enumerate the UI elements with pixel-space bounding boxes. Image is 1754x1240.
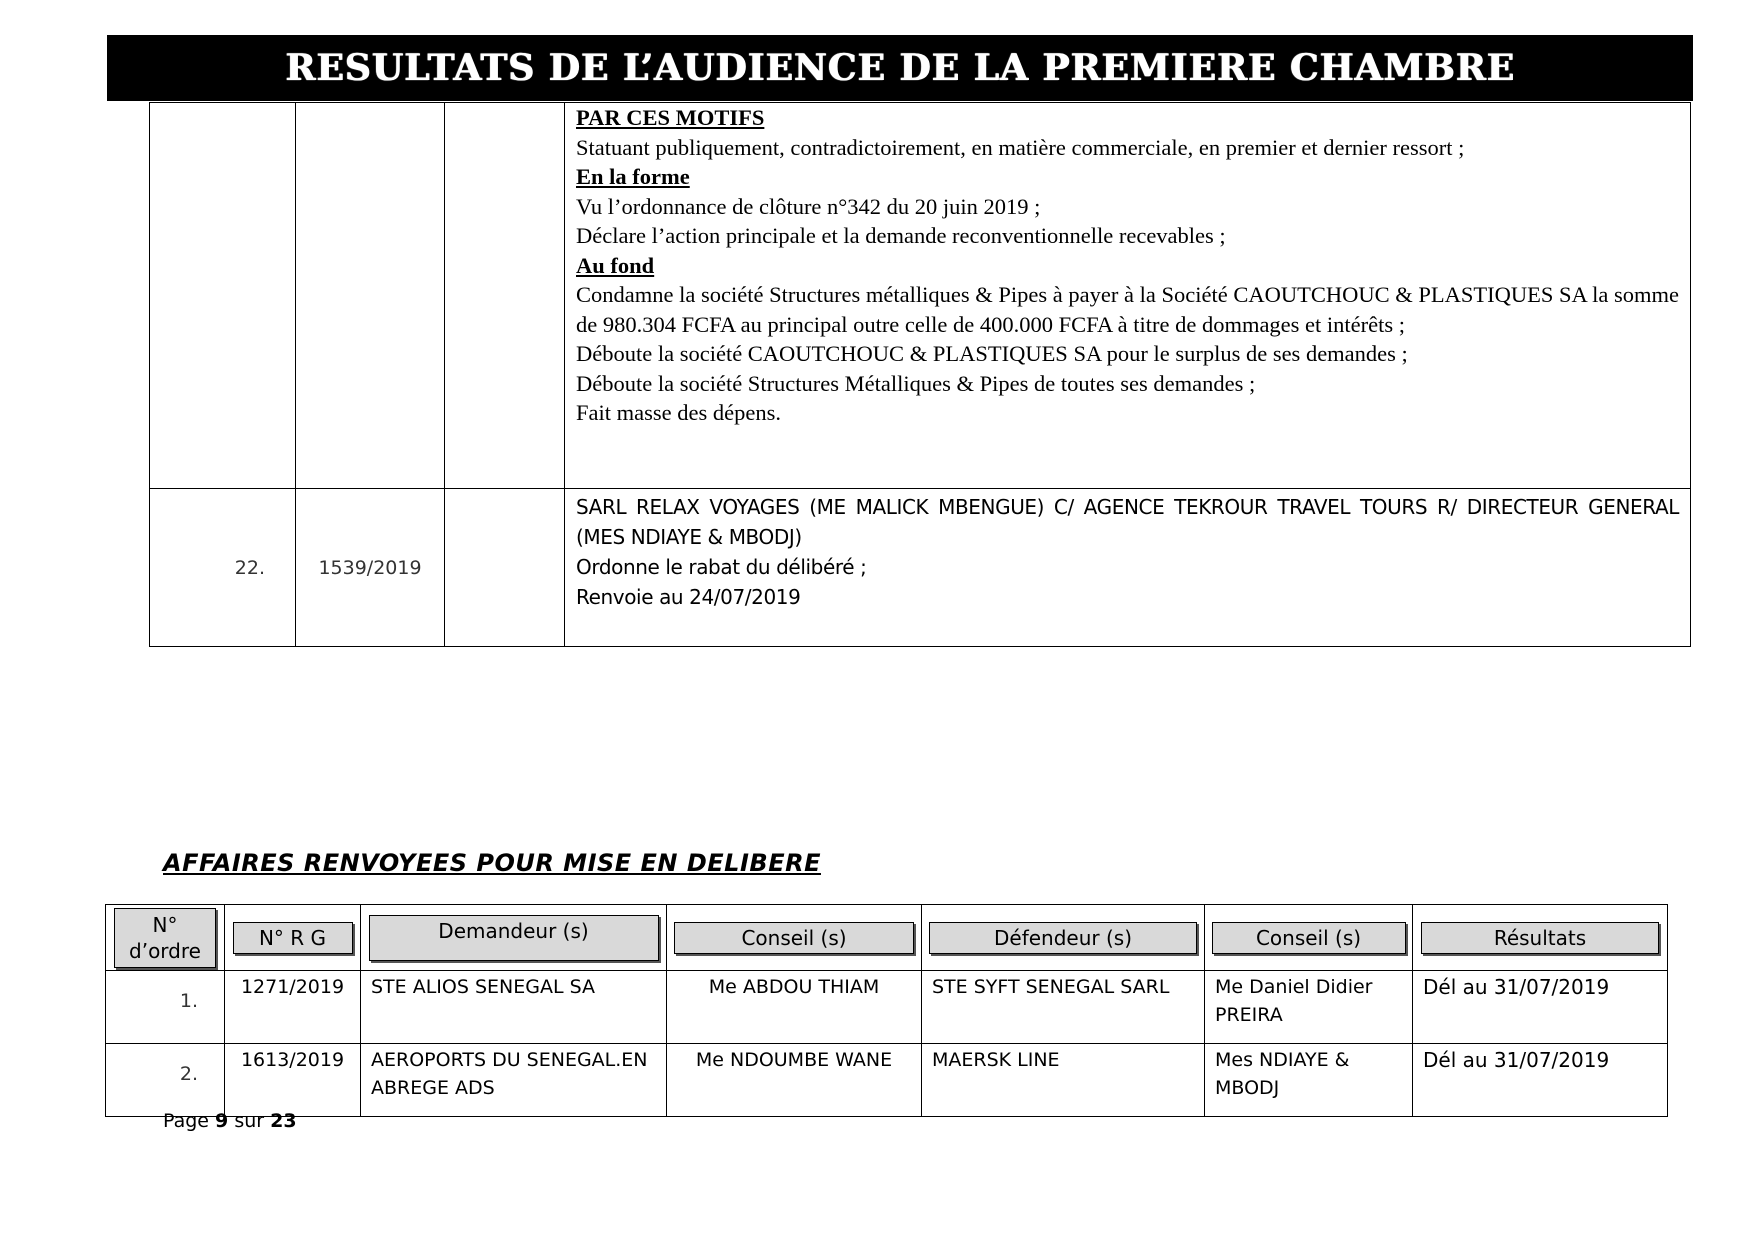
cell-resultat: Dél au 31/07/2019 bbox=[1413, 1044, 1668, 1117]
ruling-vu: Vu l’ordonnance de clôture n°342 du 20 juin 2019 ; bbox=[576, 193, 1041, 219]
page-number bbox=[163, 1110, 297, 1132]
header-defendeur-box bbox=[929, 922, 1197, 954]
header-demandeur-label: Demandeur (s) bbox=[438, 918, 589, 943]
header-resultats-label: Résultats bbox=[1493, 925, 1587, 950]
case-decision-2: Renvoie au 24/07/2019 bbox=[576, 585, 801, 609]
table-row bbox=[150, 489, 1691, 647]
cell-demandeur: AEROPORTS DU SENEGAL.EN ABREGE ADS bbox=[361, 1044, 667, 1117]
cell-conseil-2: Mes NDIAYE & MBODJ bbox=[1205, 1044, 1413, 1117]
page-middle: sur bbox=[234, 1110, 265, 1132]
case-decision-1: Ordonne le rabat du délibéré ; bbox=[576, 555, 867, 579]
heading-fond: Au fond bbox=[576, 252, 655, 278]
cell-resultat: Dél au 31/07/2019 bbox=[1413, 971, 1668, 1044]
case-parties: SARL RELAX VOYAGES (ME MALICK MBENGUE) C/ AGENCE TEKROUR TRAVEL TOURS R/ DIRECTEUR GENERAL (MES NDIAYE & MBODJ) bbox=[576, 495, 1679, 549]
header-conseil-2-label: Conseil (s) bbox=[1255, 925, 1362, 950]
heading-motifs: PAR CES MOTIFS bbox=[576, 105, 765, 130]
cell-rg: 1271/2019 bbox=[225, 971, 361, 1044]
table-row bbox=[106, 1044, 1668, 1117]
header-defendeur-label: Défendeur (s) bbox=[993, 925, 1132, 950]
order-cell bbox=[150, 103, 296, 489]
ruling-statuant: Statuant publiquement, contradictoirement, en matière commerciale, en premier et dernier ressort ; bbox=[576, 134, 1465, 160]
cell-rg: 1613/2019 bbox=[225, 1044, 361, 1117]
header-demandeur bbox=[361, 905, 667, 971]
header-ordre bbox=[106, 905, 225, 971]
header-defendeur bbox=[922, 905, 1205, 971]
header-resultats bbox=[1413, 905, 1668, 971]
deliberation-table bbox=[105, 904, 1668, 1117]
cell-defendeur: STE SYFT SENEGAL SARL bbox=[922, 971, 1205, 1044]
header-conseil-2-box bbox=[1212, 922, 1406, 954]
case-cell bbox=[565, 489, 1691, 647]
header-conseil-1-label: Conseil (s) bbox=[741, 925, 847, 950]
order-cell: 22. bbox=[150, 489, 296, 647]
heading-forme: En la forme bbox=[576, 164, 690, 189]
cell-conseil-1: Me NDOUMBE WANE bbox=[667, 1044, 922, 1117]
ruling-depens: Fait masse des dépens. bbox=[576, 400, 781, 425]
header-resultats-box bbox=[1421, 922, 1659, 954]
header-rg bbox=[225, 905, 361, 971]
page-prefix: Page bbox=[163, 1110, 209, 1132]
page-title-banner bbox=[107, 35, 1693, 101]
ruling-deboute-1: Déboute la société CAOUTCHOUC & PLASTIQUES SA pour le surplus de ses demandes ; bbox=[576, 341, 1408, 366]
header-conseil-1-box bbox=[674, 922, 914, 954]
table-row bbox=[106, 971, 1668, 1044]
cell-conseil-2: Me Daniel Didier PREIRA bbox=[1205, 971, 1413, 1044]
cell-ordre: 1. bbox=[106, 971, 225, 1044]
rg-cell bbox=[296, 103, 445, 489]
cell-defendeur: MAERSK LINE bbox=[922, 1044, 1205, 1117]
empty-cell bbox=[445, 489, 565, 647]
empty-cell bbox=[445, 103, 565, 489]
ruling-deboute-2: Déboute la société Structures Métalliques & Pipes de toutes ses demandes ; bbox=[576, 370, 1256, 396]
hearing-results-table bbox=[149, 102, 1691, 647]
header-ordre-box bbox=[114, 908, 216, 968]
header-conseil-2 bbox=[1205, 905, 1413, 971]
header-ordre-line1: N° bbox=[152, 912, 178, 937]
page-title: RESULTATS DE L’AUDIENCE DE LA PREMIERE CHAMBRE bbox=[285, 47, 1515, 89]
header-row bbox=[106, 905, 1668, 971]
section-title: AFFAIRES RENVOYEES POUR MISE EN DELIBERE bbox=[163, 849, 821, 877]
page-current: 9 bbox=[215, 1110, 229, 1132]
cell-demandeur: STE ALIOS SENEGAL SA bbox=[361, 971, 667, 1044]
rg-cell: 1539/2019 bbox=[296, 489, 445, 647]
ruling-cell bbox=[565, 103, 1691, 489]
header-demandeur-box bbox=[369, 915, 659, 961]
table-row bbox=[150, 103, 1691, 489]
header-rg-label: N° R G bbox=[258, 925, 327, 950]
cell-conseil-1: Me ABDOU THIAM bbox=[667, 971, 922, 1044]
header-ordre-line2: d’ordre bbox=[129, 938, 201, 963]
ruling-declare: Déclare l’action principale et la demande reconventionnelle recevables ; bbox=[576, 223, 1226, 248]
ruling-condamne: Condamne la société Structures métalliques & Pipes à payer à la Société CAOUTCHOUC & PLASTIQUES SA la somme de 980.304 FCFA au principal outre celle de 400.000 FCFA à titre de dommages et intérêts ; bbox=[576, 282, 1679, 337]
cell-ordre: 2. bbox=[106, 1044, 225, 1117]
header-conseil-1 bbox=[667, 905, 922, 971]
page-total: 23 bbox=[270, 1110, 297, 1132]
header-rg-box bbox=[233, 922, 353, 954]
